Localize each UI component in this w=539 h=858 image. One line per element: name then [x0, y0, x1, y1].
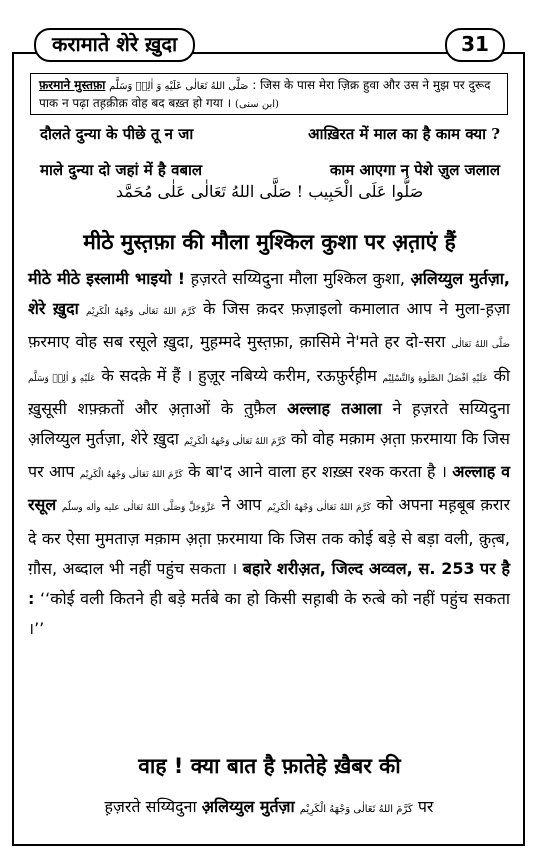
- para-name: अ़लिय्युल मुर्तज़ा,: [410, 269, 510, 288]
- poem-line-1-left: दौलते दुन्या के पीछे तू न जा: [40, 125, 194, 143]
- para-text: ने ह़ज़रते सय्यिदुना अ़लिय्युल मुर्तज़ा, शेरे ख़ुदा: [28, 398, 510, 449]
- para-text: की ख़ुसूसी शफ़्क़तों और अ़त़ाओं के त़ुफ़ैल: [28, 365, 510, 418]
- poem-line-2-left: माले दुन्या दो जहां में है वबाल: [40, 161, 203, 179]
- para-text: ह़ज़रते सय्यिदुना मौला मुश्किल कुशा,: [190, 269, 405, 288]
- arabic-honorific: صَلَّى اللهُ تَعَالٰى عَلَيْهِ وَ اٰلِهٖ وَسَلَّم: [28, 340, 510, 384]
- arabic-honorific: عَلَيْهِ اَفْضَلُ الصَّلٰوةِ وَالتَّسْلِيْم: [382, 373, 488, 384]
- arabic-honorific: عَزَّوَجَلَّ وَصَلَّى اللهُ تَعَالٰى عليه واٰله وسلّم: [61, 503, 216, 514]
- farman-honorific: صَلَّى اللهُ تَعَالٰى عَلَيْهِ وَ اٰلِهٖ وَسَلَّم: [109, 81, 249, 92]
- arabic-honorific: كَرَّمَ اللهُ تَعَالٰى وَجْهَهُ الْكَرِيْم: [184, 437, 286, 448]
- poem-line-2: [40, 160, 500, 180]
- para-citation: बहारे शरीअ़त, जिल्द अव्वल, स. 253: [242, 558, 475, 578]
- arabic-honorific: كَرَّمَ اللهُ تَعَالٰى وَجْهَهُ الْكَرِيْم: [299, 804, 413, 815]
- para-citation-suffix: पर है :: [28, 558, 510, 609]
- farman-box: [30, 73, 508, 115]
- para-text: को वोह मक़ाम अ़त़ा फ़रमाया कि जिस पर आप: [28, 429, 510, 482]
- poem-line-1: [40, 124, 500, 144]
- last-text: पर: [417, 797, 434, 816]
- farman-source: (ابن سنی): [235, 99, 279, 110]
- farman-text: : जिस के पास मेरा ज़िक्र हुवा और उस ने मुझ पर दुरूद पाक न पढ़ा तह़क़ीक़ वोह बद बख़्त हो गया ।: [39, 78, 491, 110]
- page-number: 31: [445, 28, 505, 62]
- para-opening: मीठे मीठे इस्लामी भाइयो !: [28, 269, 186, 288]
- arabic-honorific: كَرَّمَ اللهُ تَعَالٰى وَجْهَهُ الْكَرِيْم: [85, 307, 196, 318]
- para-text: के जिस क़दर फ़ज़ाइलो कमालात आप ने मुला-ह़ज़ा फ़रमाए वोह सब रसूले ख़ुदा, मुह़म्मदे मुस्त़फ़ा, क़ासिमे ने'मते हर दो-सरा: [28, 299, 511, 352]
- para-divine-name: अल्लाह तआला: [287, 398, 382, 418]
- para-divine-name: अल्लाह व रसूल: [28, 462, 510, 515]
- para-quote: ‘‘कोई वली कितने ही बड़े मर्तबे का हो किसी सह़ाबी के रुत्बे को नहीं पहुंच सकता ।’’: [28, 589, 510, 639]
- section-heading-2: वाह ! क्या बात है फ़ातेहे ख़ैबर की: [138, 754, 401, 778]
- last-line: [28, 793, 510, 824]
- last-text: ह़ज़रते सय्यिदुना: [104, 797, 197, 816]
- salat-line: صَلُّوا عَلَى الْحَبِيب ! صَلَّى اللهُ تَعَالٰى عَلٰى مُحَمَّد: [115, 182, 424, 201]
- para-text: को अपना मह़बूब क़रार दे कर ऐसा मुमताज़ मक़ाम अ़त़ा फ़रमाया कि जिस तक कोई बड़े से बड़ा वली, क़ुत़्ब, ग़ौस, अब्दाल भी नहीं पहुंच सकता ।: [28, 495, 510, 578]
- para-text: के सदक़े में हैं । हुज़ूर नबिय्ये करीम, रऊफ़ुर्रह़ीम: [101, 365, 377, 385]
- poem-line-2-right: काम आएगा न पेशे ज़ुल जलाल: [329, 161, 500, 179]
- para-title: शेरे ख़ुदा: [28, 299, 79, 319]
- para-text: ने आप: [221, 495, 262, 515]
- section-heading-1: मीठे मुस्त़फ़ा की मौला मुश्किल कुशा पर अ़त़ाएं हैं: [83, 230, 456, 254]
- poem-line-1-right: आख़िरत में माल का है काम क्या ?: [308, 125, 500, 143]
- farman-label: फ़रमाने मुस्तफ़ा: [39, 78, 106, 92]
- arabic-honorific: كَرَّمَ اللهُ تَعَالٰى وَجْهَهُ الْكَرِيْم: [79, 470, 183, 481]
- last-name: अ़लिय्युल मुर्तज़ा: [201, 797, 295, 816]
- arabic-honorific: كَرَّمَ اللهُ تَعَالٰى وَجْهَهُ الْكَرِيْم: [267, 503, 371, 514]
- para-text: के बा'द आने वाला हर शख़्स रश्क करता है ।: [188, 462, 447, 482]
- main-paragraph: [28, 264, 510, 644]
- book-title: करामाते शेरे ख़ुदा: [34, 28, 195, 62]
